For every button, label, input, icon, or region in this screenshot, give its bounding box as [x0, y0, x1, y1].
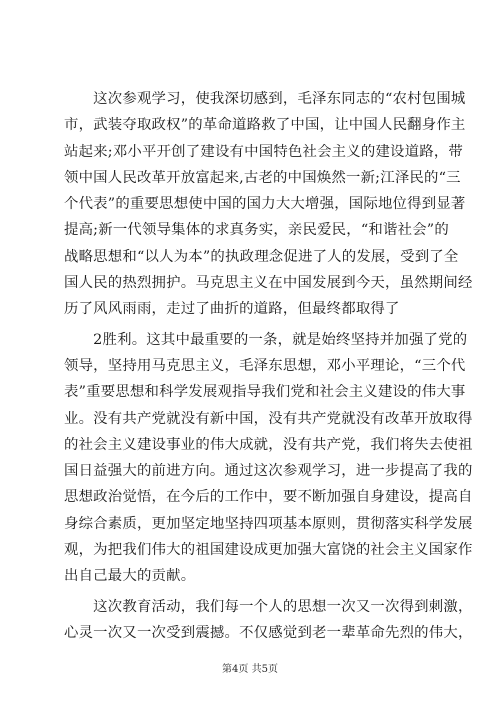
document-body [64, 86, 473, 646]
text-line: 观，为把我们伟大的祖国建设成更加强大富饶的社会主义国家作 [64, 542, 473, 559]
text-line: 这次教育活动，我们每一个人的思想一次又一次得到刺激， [64, 598, 473, 615]
text-line: 思想政治觉悟，在今后的工作中，要不断加强自身建设，提高自 [64, 489, 473, 506]
text-line: 表”重要思想和科学发展观指导我们党和社会主义建设的伟大事 [64, 384, 466, 401]
paragraph-2 [64, 327, 473, 590]
text-line: 个代表”的重要思想使中国的国力大大增强，国际地位得到显著 [64, 196, 466, 213]
text-line: 这次参观学习，使我深切感到，毛泽东同志的“农村包围城 [64, 91, 466, 107]
text-line: 心灵一次又一次受到震撼。不仅感觉到老一辈革命先烈的伟大， [64, 624, 473, 641]
text-line: 国人民的热烈拥护。马克思主义在中国发展到今天，虽然期间经 [64, 275, 473, 292]
text-line: 领导，坚持用马克思主义，毛泽东思想，邓小平理论，“三个代 [64, 357, 466, 374]
paragraph-3 [64, 594, 473, 647]
text-line: 国日益强大的前进方向。通过这次参观学习，进一步提高了我的 [64, 463, 473, 480]
text-line: 战略思想和“以人为本”的执政理念促进了人的发展，受到了全 [64, 248, 459, 265]
text-line: 业。没有共产党就没有新中国，没有共产党就没有改革开放取得 [64, 410, 473, 427]
paragraph-1 [64, 86, 473, 323]
text-line: 2胜利。这其中最重要的一条，就是始终坚持并加强了党的 [64, 331, 468, 348]
text-line: 历了风风雨雨，走过了曲折的道路，但最终都取得了 [64, 301, 400, 318]
text-line: 的社会主义建设事业的伟大成就，没有共产党，我们将失去使祖 [64, 436, 473, 453]
text-line: 身综合素质，更加坚定地坚持四项基本原则，贯彻落实科学发展 [64, 515, 473, 532]
text-line: 领中国人民改革开放富起来,古老的中国焕然一新;江泽民的“三 [64, 169, 461, 186]
page-number-footer: 第4页 共5页 [222, 664, 278, 675]
text-line: 站起来;邓小平开创了建设有中国特色社会主义的建设道路，带 [64, 143, 463, 160]
text-line: 市，武装夺取政权”的革命道路救了中国，让中国人民翻身作主 [64, 117, 466, 134]
text-line: 出自己最大的贡献。 [64, 568, 196, 585]
text-line: 提高;新一代领导集体的求真务实，亲民爱民，“和谐社会”的 [64, 222, 449, 239]
